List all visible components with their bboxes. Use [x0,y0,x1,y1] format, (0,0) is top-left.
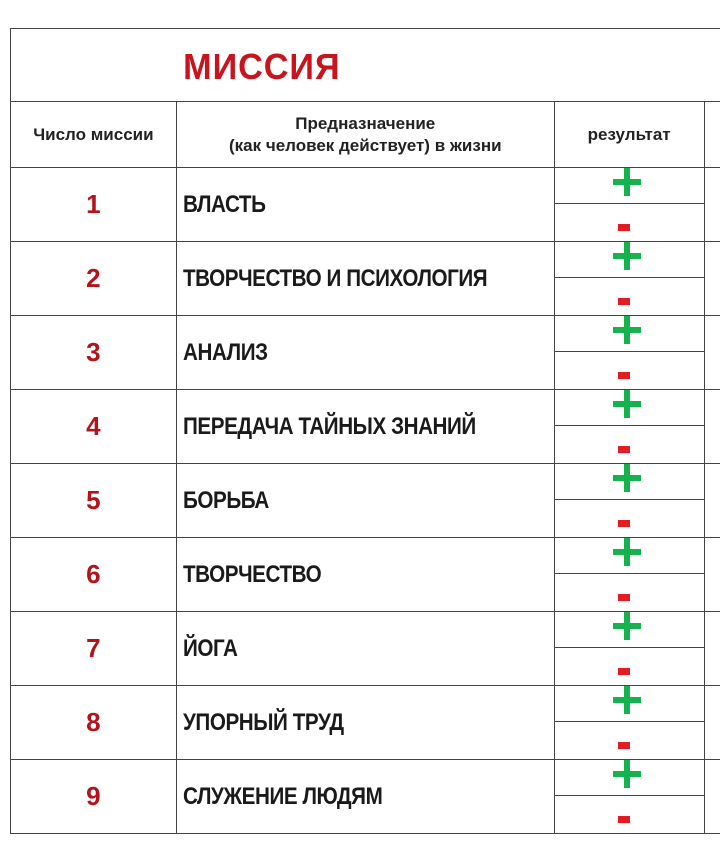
minus-icon [618,372,630,379]
result-positive [555,242,704,278]
table-body [11,168,720,834]
result-cell [554,316,704,390]
extra-cell [704,612,720,686]
mission-number: 4 [11,390,177,464]
result-cell [554,686,704,760]
table-row [11,538,720,612]
mission-purpose: ПЕРЕДАЧА ТАЙНЫХ ЗНАНИЙ [182,412,476,440]
result-split [555,538,704,610]
mission-purpose-cell [176,464,554,538]
table-row [11,686,720,760]
mission-number: 2 [11,242,177,316]
result-cell [554,390,704,464]
table-row [11,242,720,316]
mission-purpose: СЛУЖЕНИЕ ЛЮДЯМ [182,782,383,810]
result-positive [555,612,704,648]
extra-cell [704,390,720,464]
result-negative [555,426,704,462]
table-row [11,760,720,834]
minus-icon [618,742,630,749]
mission-purpose: ТВОРЧЕСТВО И ПСИХОЛОГИЯ [182,264,487,292]
result-positive [555,168,704,204]
mission-table-sheet [10,28,720,838]
extra-cell [704,760,720,834]
minus-icon [618,520,630,527]
mission-number: 7 [11,612,177,686]
extra-cell [704,316,720,390]
result-cell [554,612,704,686]
table-title: МИССИЯ [183,46,341,87]
result-negative [555,796,704,832]
plus-icon [613,538,641,566]
plus-icon [613,686,641,714]
header-purpose [176,102,554,168]
result-split [555,242,704,314]
result-positive [555,316,704,352]
minus-icon [618,224,630,231]
result-split [555,316,704,388]
mission-purpose-cell [176,686,554,760]
extra-cell [704,538,720,612]
minus-icon [618,446,630,453]
result-negative [555,500,704,536]
header-row [11,102,720,168]
extra-cell [704,168,720,242]
extra-cell [704,464,720,538]
plus-icon [613,390,641,418]
minus-icon [618,594,630,601]
result-cell [554,760,704,834]
mission-number: 8 [11,686,177,760]
mission-number: 1 [11,168,177,242]
mission-purpose-cell [176,168,554,242]
mission-purpose: ТВОРЧЕСТВО [182,560,322,588]
title-row [10,28,720,102]
result-negative [555,722,704,758]
table-row [11,390,720,464]
header-result: результат [554,102,704,168]
mission-purpose-cell [176,538,554,612]
table-row [11,316,720,390]
header-purpose-line2: (как человек действует) в жизни [228,135,502,155]
mission-purpose-cell [176,390,554,464]
table-row [11,168,720,242]
result-cell [554,168,704,242]
result-split [555,168,704,240]
result-cell [554,538,704,612]
extra-cell [704,242,720,316]
minus-icon [618,668,630,675]
mission-table [10,101,720,834]
result-positive [555,760,704,796]
result-negative [555,574,704,610]
mission-purpose-cell [176,612,554,686]
mission-purpose: УПОРНЫЙ ТРУД [182,708,344,736]
result-negative [555,648,704,684]
result-negative [555,278,704,314]
mission-number: 5 [11,464,177,538]
header-number: Число миссии [11,102,177,168]
result-negative [555,204,704,240]
result-split [555,760,704,832]
result-split [555,686,704,758]
plus-icon [613,760,641,788]
result-cell [554,464,704,538]
result-cell [554,242,704,316]
table-row [11,612,720,686]
table-row [11,464,720,538]
minus-icon [618,816,630,823]
mission-purpose-cell [176,760,554,834]
result-positive [555,686,704,722]
mission-purpose-cell [176,316,554,390]
mission-purpose: ЙОГА [182,634,238,662]
mission-purpose: ВЛАСТЬ [182,190,266,218]
mission-purpose: БОРЬБА [182,486,269,514]
plus-icon [613,168,641,196]
mission-number: 9 [11,760,177,834]
mission-number: 6 [11,538,177,612]
result-split [555,464,704,536]
plus-icon [613,242,641,270]
plus-icon [613,612,641,640]
header-purpose-line1: Предназначение [295,114,436,134]
minus-icon [618,298,630,305]
header-extra [704,102,720,168]
result-negative [555,352,704,388]
result-split [555,390,704,462]
result-split [555,612,704,684]
extra-cell [704,686,720,760]
result-positive [555,390,704,426]
mission-number: 3 [11,316,177,390]
mission-purpose-cell [176,242,554,316]
result-positive [555,538,704,574]
plus-icon [613,464,641,492]
plus-icon [613,316,641,344]
result-positive [555,464,704,500]
mission-purpose: АНАЛИЗ [182,338,268,366]
